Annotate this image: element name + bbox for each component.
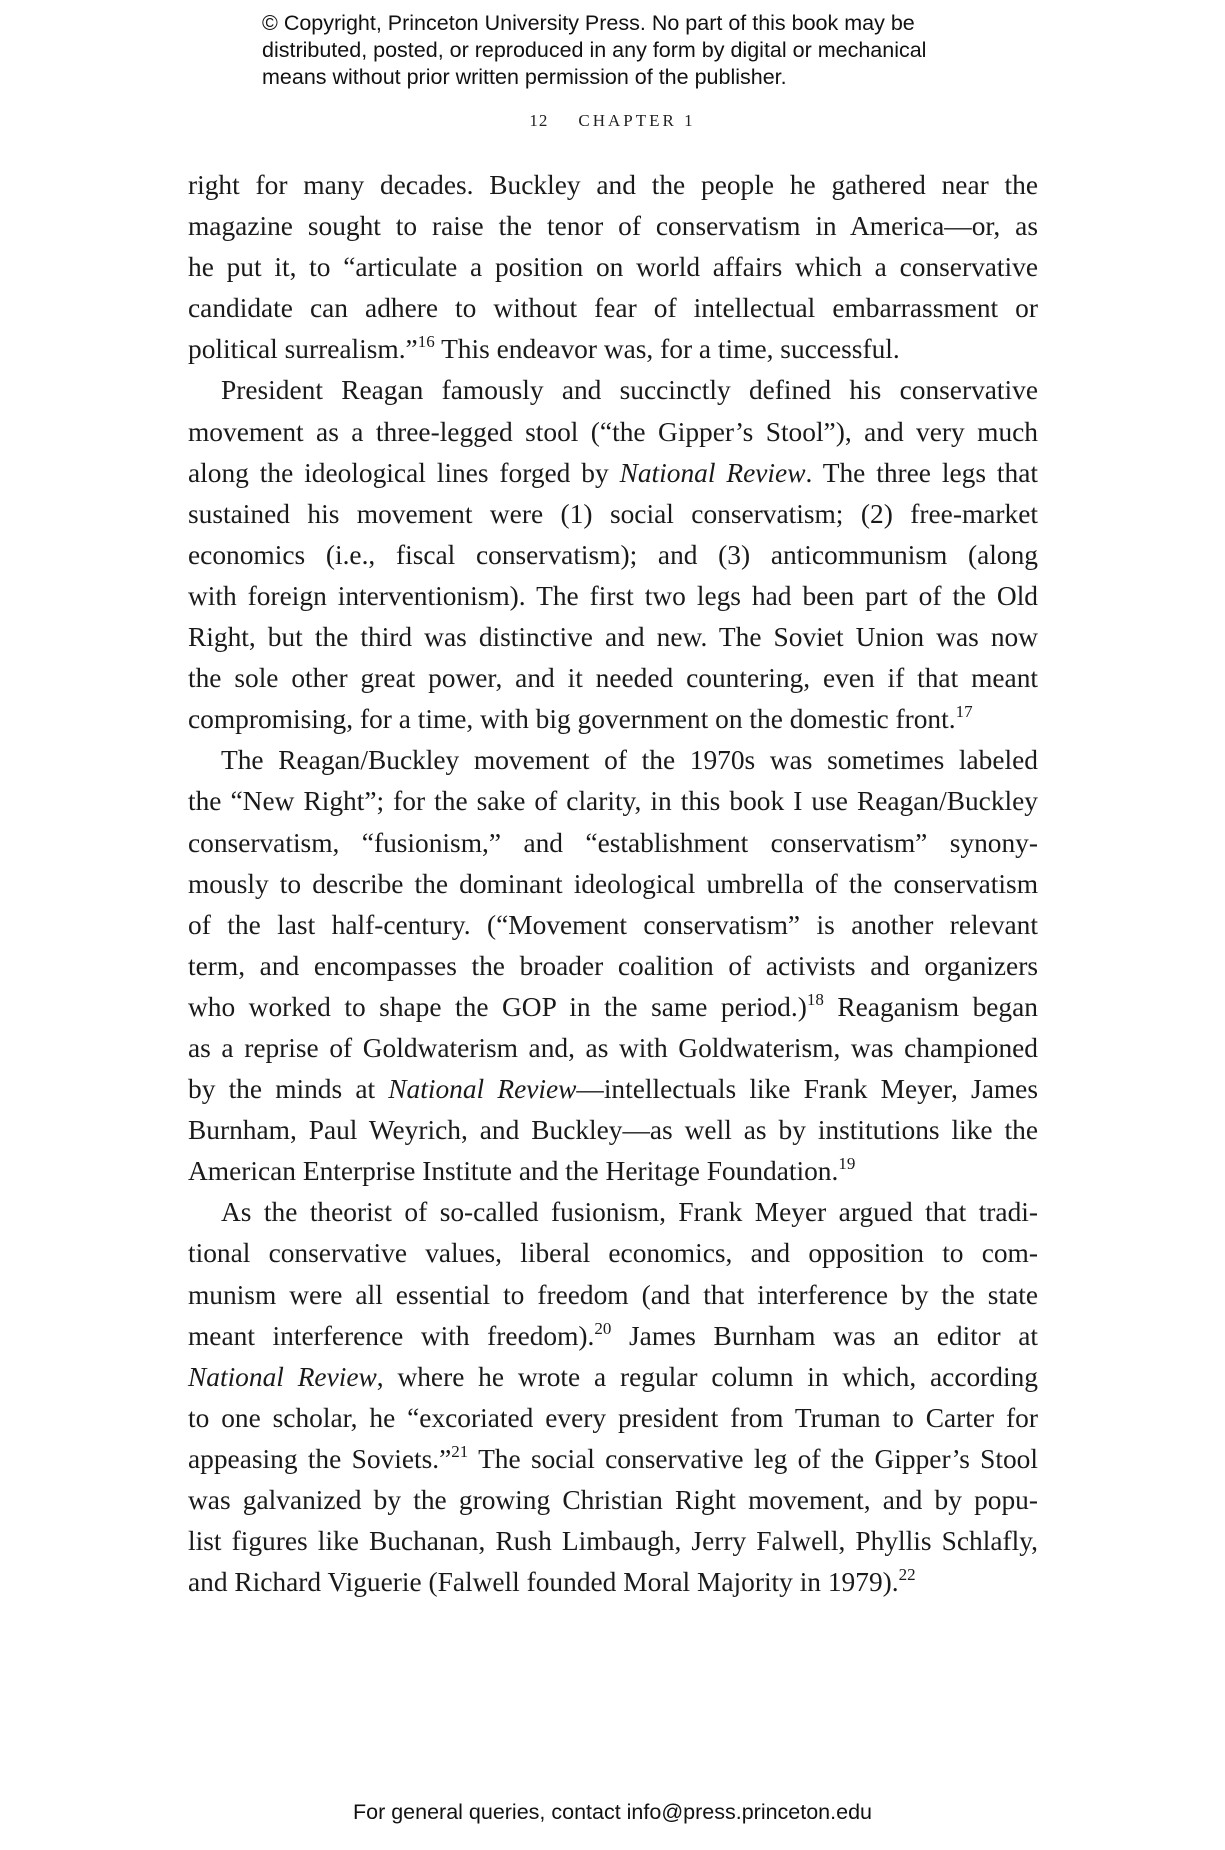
- text-run: the “New Right”; for the sake of clarity, in this book I use Reagan/Buckley: [188, 786, 1038, 817]
- text-line: [188, 288, 1038, 329]
- text-run: magazine sought to raise the tenor of conservatism in America—or, as: [188, 211, 1038, 242]
- text-run: right for many decades. Buckley and the people he gathered near the: [188, 170, 1038, 200]
- text-line: [188, 864, 1038, 905]
- footnote-ref: 19: [838, 1154, 856, 1174]
- text-run: of the last half-century. (“Movement conservatism” is another relevant: [188, 909, 1038, 940]
- text-run: . The three legs that: [805, 457, 1038, 488]
- text-run: he put it, to “articulate a position on world affairs which a conservative: [188, 252, 1038, 283]
- text-run: as a reprise of Goldwaterism and, as with Goldwaterism, was championed: [188, 1032, 1038, 1063]
- text-run: Reaganism began: [823, 991, 1038, 1022]
- text-run: tional conservative values, liberal economics, and opposition to com-: [188, 1238, 1038, 1269]
- text-line: [188, 370, 1038, 411]
- copyright-line: distributed, posted, or reproduced in any form by digital or mechanical: [262, 38, 927, 62]
- text-run: American Enterprise Institute and the Heritage Foundation.: [188, 1156, 839, 1187]
- page-number: 12: [529, 111, 549, 130]
- text-line: [188, 329, 1038, 370]
- text-run: James Burnham was an editor at: [611, 1320, 1038, 1351]
- text-line: [188, 740, 1038, 781]
- footnote-ref: 16: [417, 332, 435, 352]
- text-line: [188, 1151, 1038, 1192]
- copyright-notice: [262, 10, 1022, 91]
- text-line: [188, 823, 1038, 864]
- text-line: [188, 453, 1038, 494]
- text-run: As the theorist of so-called fusionism, Frank Meyer argued that tradi-: [221, 1197, 1038, 1228]
- text-run: movement as a three-legged stool (“the Gipper’s Stool”), and very much: [188, 416, 1038, 447]
- text-run: mously to describe the dominant ideological umbrella of the conservatism: [188, 868, 1038, 899]
- italic-title: National Review: [188, 1361, 377, 1392]
- text-run: was galvanized by the growing Christian Right movement, and by popu-: [188, 1485, 1038, 1515]
- text-line: [188, 905, 1038, 946]
- italic-title: National Review: [619, 457, 806, 488]
- text-line: [188, 781, 1038, 822]
- text-line: [188, 412, 1038, 453]
- running-head: [0, 111, 1225, 131]
- text-line: [188, 946, 1038, 987]
- text-line: [188, 1028, 1038, 1069]
- text-run: by the minds at: [188, 1074, 389, 1105]
- text-line: [188, 1275, 1038, 1316]
- text-run: meant interference with freedom).: [188, 1320, 595, 1351]
- text-line: [188, 1480, 1038, 1521]
- text-run: appeasing the Soviets.”: [188, 1443, 452, 1474]
- text-line: [188, 1233, 1038, 1274]
- footnote-ref: 21: [451, 1441, 469, 1461]
- text-run: sustained his movement were (1) social conservatism; (2) free-market: [188, 498, 1038, 529]
- text-line: [188, 1316, 1038, 1357]
- text-line: [188, 1357, 1038, 1398]
- text-line: [188, 987, 1038, 1028]
- footnote-ref: 17: [955, 702, 973, 722]
- text-line: [188, 535, 1038, 576]
- text-run: munism were all essential to freedom (and that interference by the state: [188, 1279, 1038, 1310]
- text-run: with foreign interventionism). The first two legs had been part of the Old: [188, 580, 1038, 611]
- text-run: The Reagan/Buckley movement of the 1970s was sometimes labeled: [221, 745, 1038, 776]
- text-run: list figures like Buchanan, Rush Limbaugh, Jerry Falwell, Phyllis Schlafly,: [188, 1526, 1038, 1557]
- text-line: [188, 1562, 1038, 1603]
- text-run: the sole other great power, and it needed countering, even if that meant: [188, 663, 1038, 694]
- footnote-ref: 18: [806, 989, 824, 1009]
- text-run: , where he wrote a regular column in which, according: [376, 1361, 1038, 1392]
- text-run: who worked to shape the GOP in the same period.): [188, 991, 807, 1022]
- footnote-ref: 22: [898, 1565, 916, 1585]
- footnote-ref: 20: [594, 1318, 612, 1338]
- text-run: —intellectuals like Frank Meyer, James: [576, 1074, 1038, 1105]
- text-line: [188, 1521, 1038, 1562]
- text-run: along the ideological lines forged by: [188, 457, 620, 488]
- text-run: Right, but the third was distinctive and new. The Soviet Union was now: [188, 622, 1038, 653]
- footer-contact: For general queries, contact info@press.princeton.edu: [352, 1800, 872, 1824]
- text-run: compromising, for a time, with big government on the domestic front.: [188, 704, 956, 735]
- text-line: [188, 576, 1038, 617]
- italic-title: National Review: [388, 1074, 577, 1105]
- text-run: economics (i.e., fiscal conservatism); and (3) anticommunism (along: [188, 539, 1038, 570]
- copyright-line: © Copyright, Princeton University Press. No part of this book may be: [262, 11, 915, 35]
- text-line: [188, 247, 1038, 288]
- text-line: [188, 206, 1038, 247]
- text-run: and Richard Viguerie (Falwell founded Moral Majority in 1979).: [188, 1567, 899, 1598]
- text-line: [188, 1069, 1038, 1110]
- text-line: [188, 1110, 1038, 1151]
- text-line: [188, 494, 1038, 535]
- text-run: President Reagan famously and succinctly defined his conservative: [221, 375, 1038, 406]
- text-line: [188, 658, 1038, 699]
- copyright-line: means without prior written permission of the publisher.: [262, 65, 787, 89]
- text-line: [188, 617, 1038, 658]
- text-line: [188, 1192, 1038, 1233]
- text-run: The social conservative leg of the Gipper’s Stool: [468, 1443, 1038, 1474]
- body-text: [188, 165, 1038, 1603]
- text-line: [188, 1398, 1038, 1439]
- text-run: This endeavor was, for a time, successful.: [434, 334, 900, 365]
- text-run: conservatism, “fusionism,” and “establishment conservatism” synony-: [188, 827, 1038, 858]
- text-run: term, and encompasses the broader coalition of activists and organizers: [188, 950, 1038, 981]
- text-run: Burnham, Paul Weyrich, and Buckley—as well as by institutions like the: [188, 1115, 1038, 1146]
- chapter-label: CHAPTER 1: [578, 111, 696, 130]
- text-line: [188, 1439, 1038, 1480]
- text-line: [188, 699, 1038, 740]
- text-line: [188, 165, 1038, 206]
- text-run: candidate can adhere to without fear of intellectual embarrassment or: [188, 293, 1038, 324]
- text-run: political surrealism.”: [188, 334, 418, 365]
- text-run: to one scholar, he “excoriated every president from Truman to Carter for: [188, 1402, 1038, 1433]
